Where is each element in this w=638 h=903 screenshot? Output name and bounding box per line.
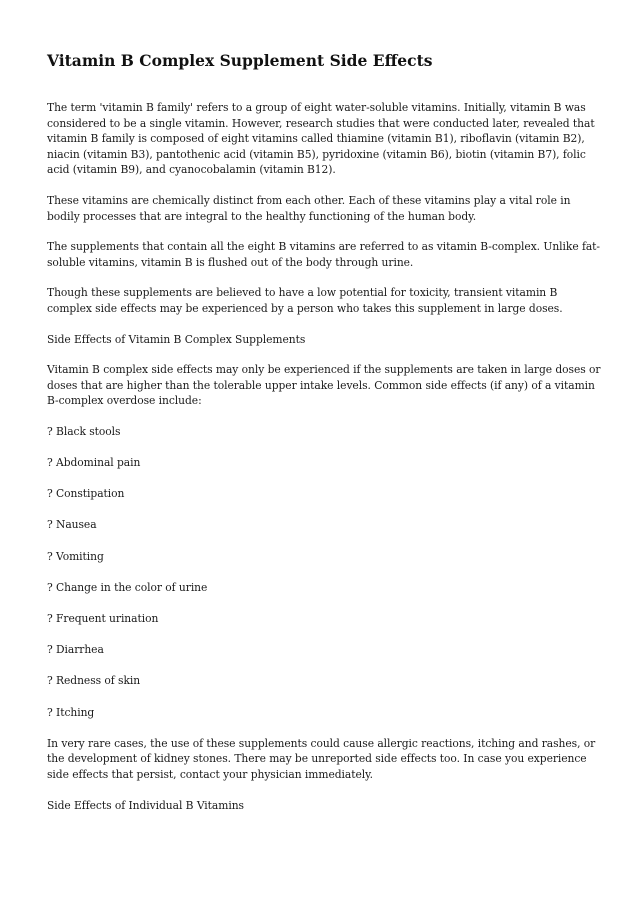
closing-paragraph: In very rare cases, the use of these supplements could cause allergic reactions, itching and rashes, or the development of kidney stones. There may be unreported side effects too. In case you experience side effects that persist, contact your physician immediately.	[47, 736, 596, 781]
list-item: ? Itching	[47, 705, 95, 719]
document-title: Vitamin B Complex Supplement Side Effects	[47, 51, 433, 70]
list-item: ? Black stools	[47, 424, 121, 438]
intro-paragraph-3: The supplements that contain all the eight B vitamins are referred to as vitamin B-complex. Unlike fat-soluble vitamins, vitamin B is flushed out of the body through urine.	[47, 240, 600, 269]
side-effects-list	[47, 424, 603, 720]
section-heading-side-effects: Side Effects of Vitamin B Complex Supplements	[47, 332, 306, 346]
section-heading-individual-vitamins: Side Effects of Individual B Vitamins	[47, 798, 244, 812]
intro-paragraph-2: These vitamins are chemically distinct from each other. Each of these vitamins play a vital role in bodily processes that are integral to the healthy functioning of the human body.	[47, 193, 571, 223]
document-page	[47, 50, 603, 828]
list-item: ? Constipation	[47, 487, 125, 501]
list-item: ? Nausea	[47, 518, 97, 532]
intro-paragraph-1: The term 'vitamin B family' refers to a group of eight water-soluble vitamins. Initially, vitamin B was considered to be a single vitamin. However, research studies that were conducted later, revealed that vitamin B family is composed of eight vitamins called thiamine (vitamin B1), riboflavin (vitamin B2), niacin (vitamin B3), pantothenic acid (vitamin B5), pyridoxine (vitamin B6), biotin (vitamin B7), folic acid (vitamin B9), and cyanocobalamin (vitamin B12).	[47, 101, 595, 177]
list-item: ? Abdominal pain	[47, 456, 141, 470]
list-item: ? Diarrhea	[47, 643, 104, 657]
section-1-paragraph: Vitamin B complex side effects may only be experienced if the supplements are taken in large doses or doses that are higher than the tolerable upper intake levels. Common side effects (if any) of a vitamin B-complex overdose include:	[47, 363, 601, 408]
intro-paragraph-4: Though these supplements are believed to have a low potential for toxicity, transient vitamin B complex side effects may be experienced by a person who takes this supplement in large doses.	[47, 286, 563, 315]
list-item: ? Vomiting	[47, 549, 104, 563]
list-item: ? Change in the color of urine	[47, 580, 208, 594]
list-item: ? Frequent urination	[47, 612, 159, 626]
list-item: ? Redness of skin	[47, 674, 141, 688]
